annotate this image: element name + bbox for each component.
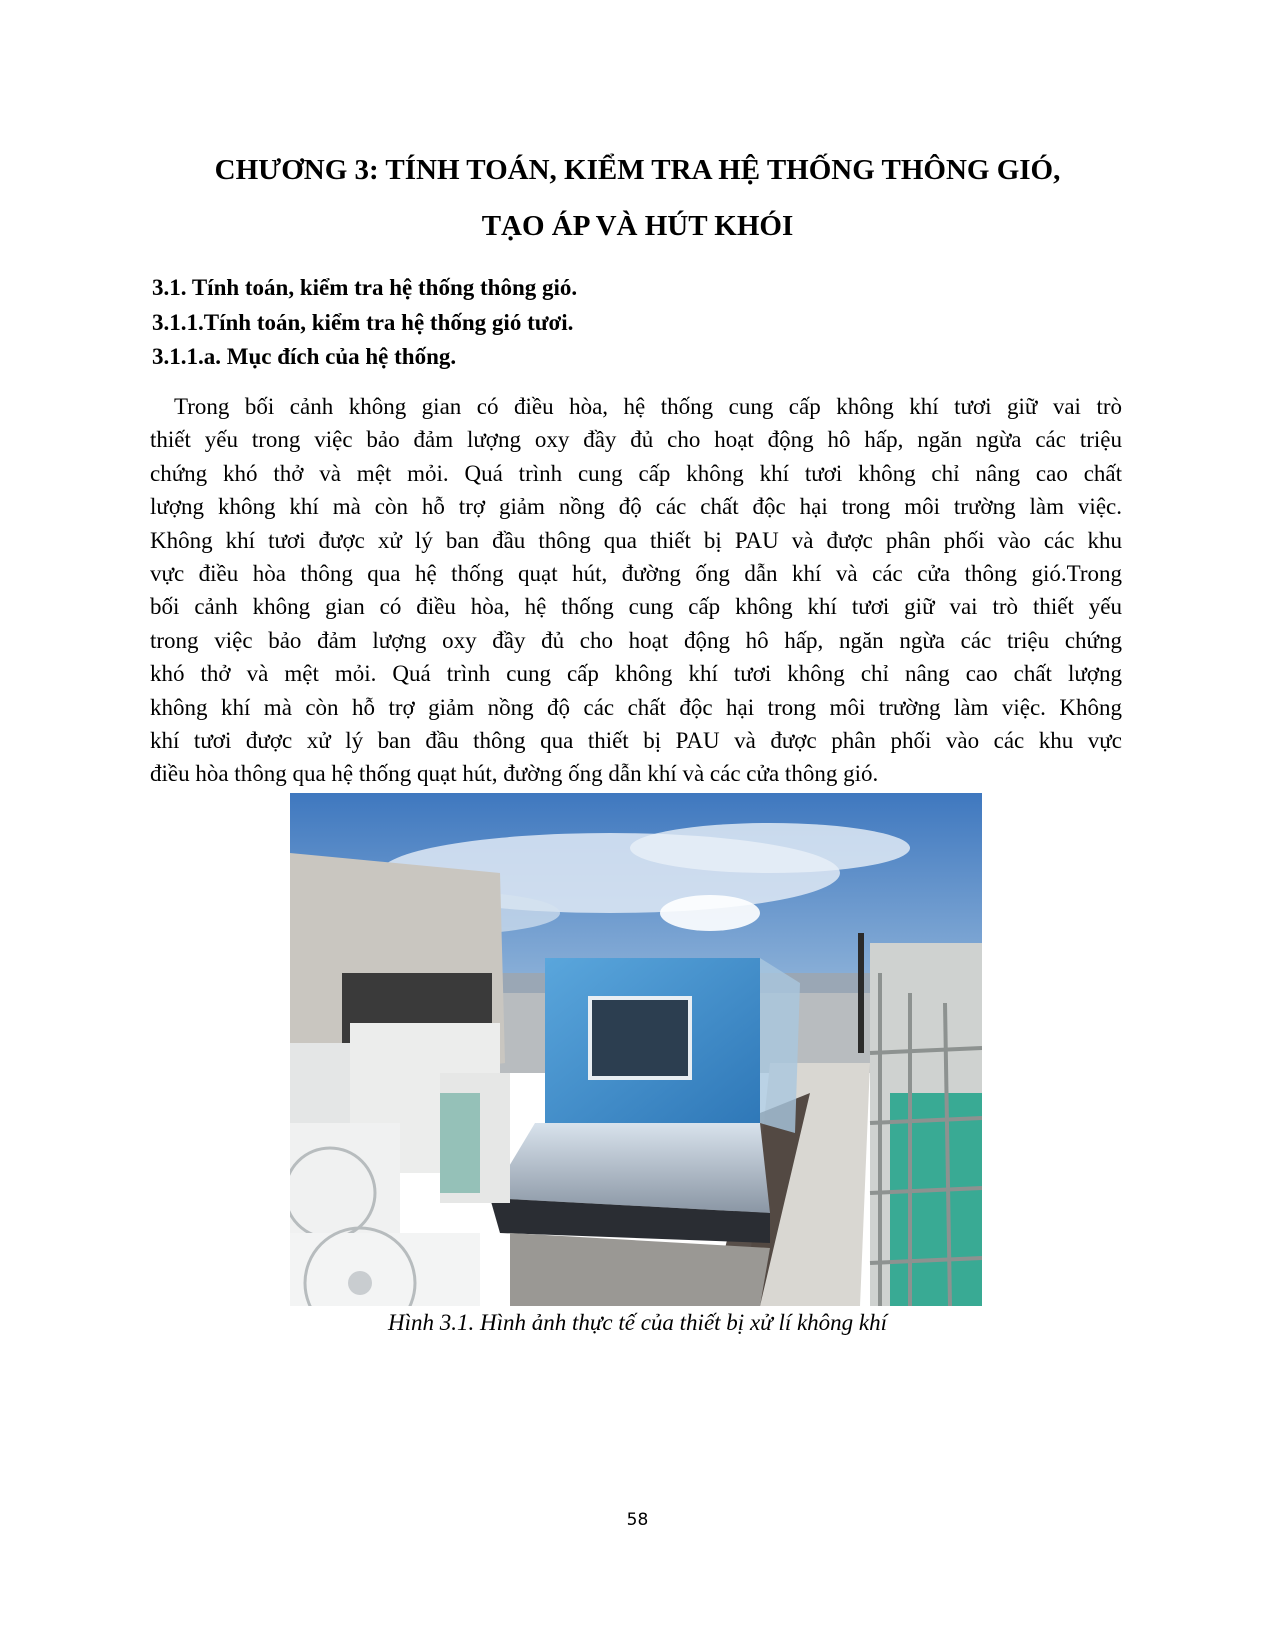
paragraph-line: Trong bối cảnh không gian có điều hòa, hệ thống cung cấp không khí tươi giữ vai trò (174, 394, 1122, 419)
paragraph-line: điều hòa thông qua hệ thống quạt hút, đường ống dẫn khí và các cửa thông gió. (150, 761, 879, 787)
figure-caption: Hình 3.1. Hình ảnh thực tế của thiết bị xử lí không khí (387, 1310, 888, 1335)
body-paragraph (150, 390, 1122, 791)
chapter-title-line-1: CHƯƠNG 3: TÍNH TOÁN, KIỂM TRA HỆ THỐNG THÔNG GIÓ, (214, 154, 1061, 186)
section-heading-3-1: 3.1. Tính toán, kiểm tra hệ thống thông gió. (152, 275, 578, 300)
paragraph-line: chứng khó thở và mệt mỏi. Quá trình cung cấp không khí tươi không chỉ nâng cao chất (150, 460, 1122, 486)
page-number: 58 (626, 1510, 649, 1530)
paragraph-line: không khí mà còn hỗ trợ giảm nồng độ các chất độc hại trong môi trường làm việc. Không (150, 694, 1122, 720)
paragraph-line: Không khí tươi được xử lý ban đầu thông qua thiết bị PAU và được phân phối vào các khu (150, 527, 1122, 553)
paragraph-line: trong việc bảo đảm lượng oxy đầy đủ cho hoạt động hô hấp, ngăn ngừa các triệu chứng (150, 627, 1122, 653)
figure-photo-pau-unit (290, 793, 982, 1306)
paragraph-line: thiết yếu trong việc bảo đảm lượng oxy đầy đủ cho hoạt động hô hấp, ngăn ngừa các triệu (150, 427, 1122, 453)
chapter-title (150, 142, 1125, 254)
paragraph-line: khó thở và mệt mỏi. Quá trình cung cấp không khí tươi không chỉ nâng cao chất lượng (150, 661, 1122, 687)
paragraph-line: khí tươi được xử lý ban đầu thông qua thiết bị PAU và được phân phối vào các khu vực (150, 728, 1122, 754)
paragraph-line: lượng không khí mà còn hỗ trợ giảm nồng độ các chất độc hại trong môi trường làm việc. (150, 494, 1122, 520)
section-heading-3-1-1-a: 3.1.1.a. Mục đích của hệ thống. (152, 344, 457, 369)
rooftop-photo-illustration (290, 793, 982, 1306)
chapter-title-line-2: TẠO ÁP VÀ HÚT KHÓI (481, 210, 794, 242)
paragraph-line: vực điều hòa thông qua hệ thống quạt hút, đường ống dẫn khí và các cửa thông gió.Trong (150, 561, 1122, 587)
paragraph-line: bối cảnh không gian có điều hòa, hệ thống cung cấp không khí tươi giữ vai trò thiết yếu (150, 594, 1122, 620)
section-heading-3-1-1: 3.1.1.Tính toán, kiểm tra hệ thống gió tươi. (152, 310, 574, 335)
